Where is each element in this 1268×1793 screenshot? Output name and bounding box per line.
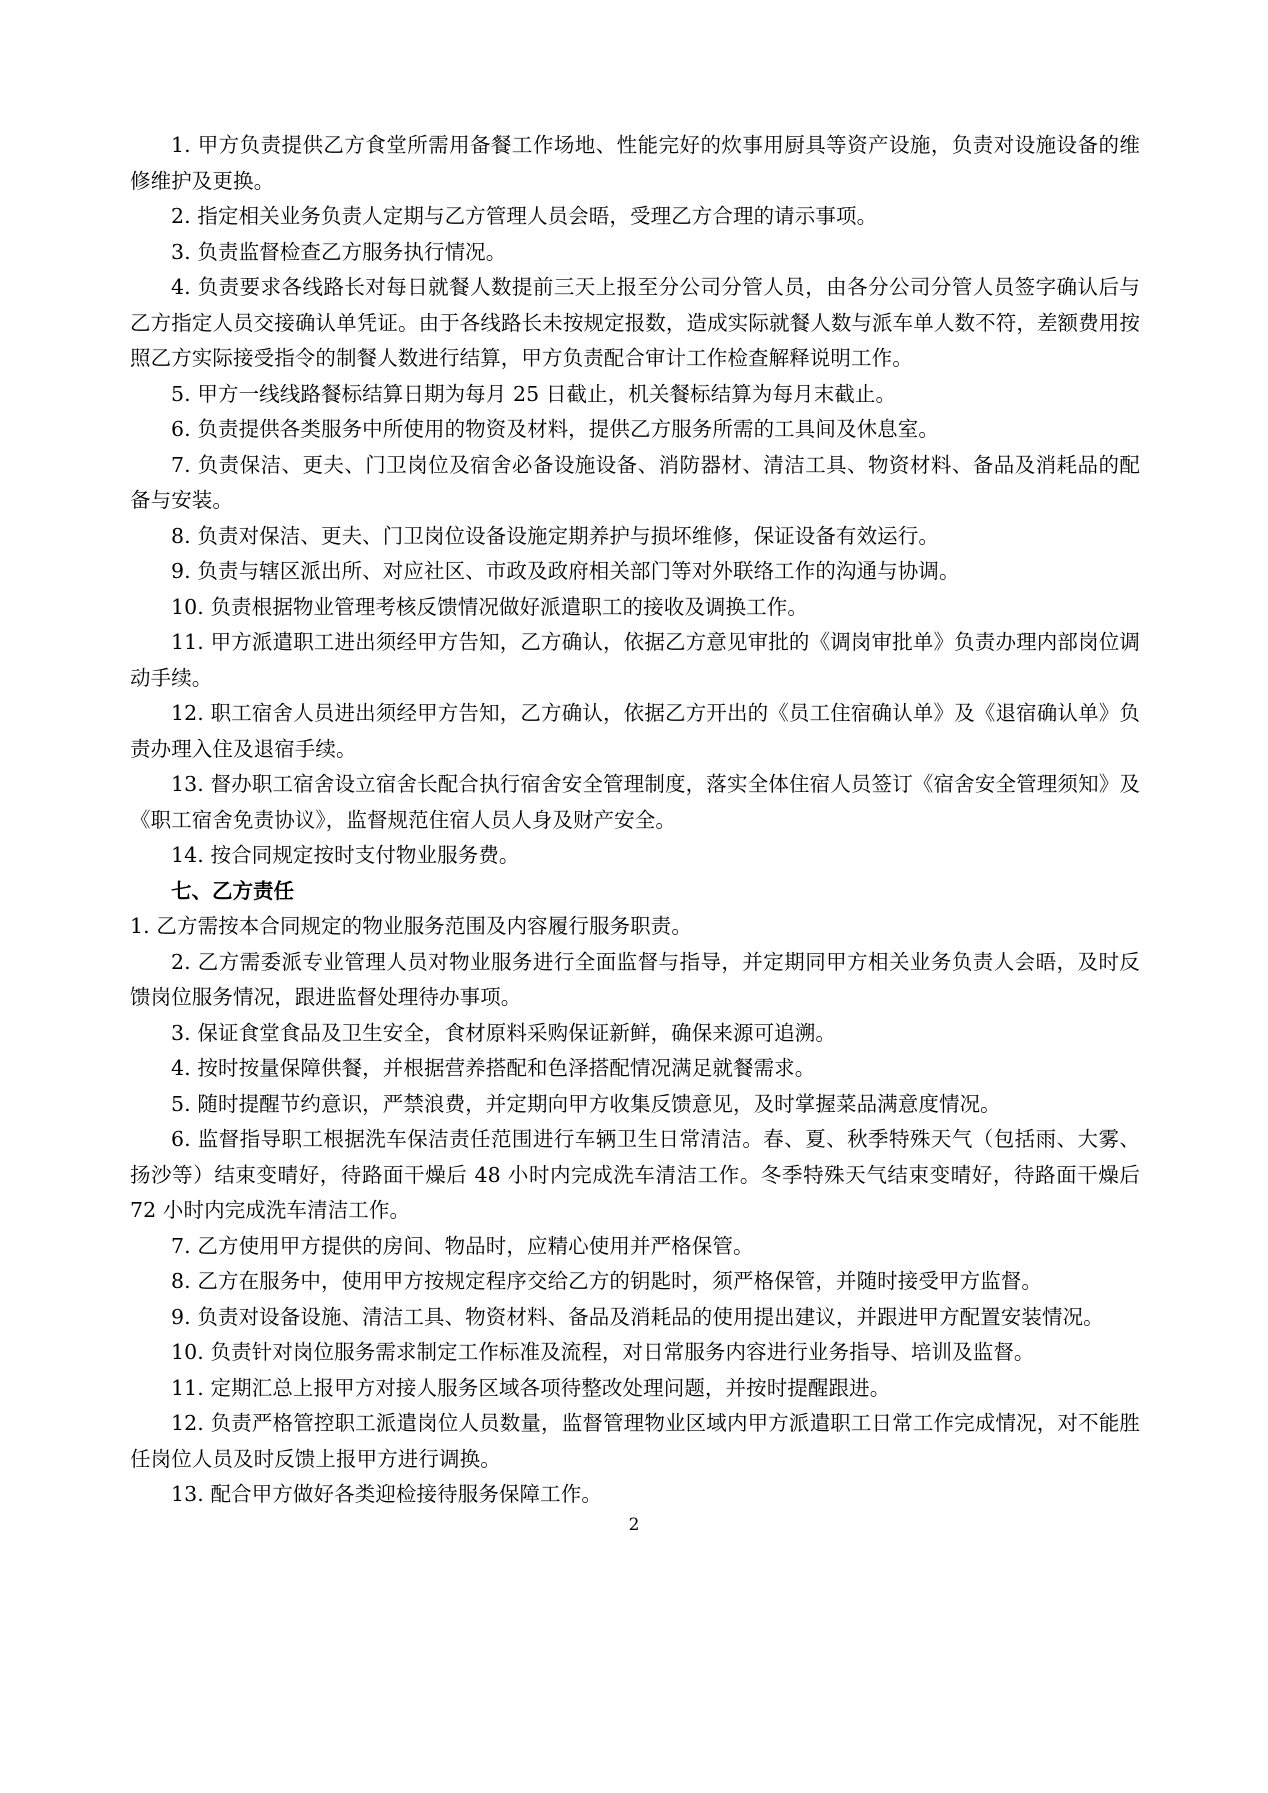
page-number: 2 (628, 1515, 640, 1535)
paragraph: 3. 保证食堂食品及卫生安全，食材原料采购保证新鲜，确保来源可追溯。 (171, 1020, 836, 1045)
paragraph: 7. 负责保洁、更夫、门卫岗位及宿舍必备设施设备、消防器材、清洁工具、物资材料、备品及消耗品的配备与安装。 (130, 452, 1140, 512)
paragraph: 8. 乙方在服务中，使用甲方按规定程序交给乙方的钥匙时，须严格保管，并随时接受甲方监督。 (171, 1269, 1042, 1293)
paragraph: 11. 定期汇总上报甲方对接人服务区域各项待整改处理问题，并按时提醒跟进。 (171, 1375, 891, 1400)
paragraph: 11. 甲方派遣职工进出须经甲方告知，乙方确认，依据乙方意见审批的《调岗审批单》负责办理内部岗位调动手续。 (130, 630, 1140, 690)
paragraph: 12. 负责严格管控职工派遣岗位人员数量，监督管理物业区域内甲方派遣职工日常工作完成情况，对不能胜任岗位人员及时反馈上报甲方进行调换。 (130, 1411, 1140, 1471)
paragraph: 13. 配合甲方做好各类迎检接待服务保障工作。 (171, 1482, 602, 1506)
paragraph: 1. 乙方需按本合同规定的物业服务范围及内容履行服务职责。 (130, 914, 692, 938)
paragraph: 2. 指定相关业务负责人定期与乙方管理人员会晤，受理乙方合理的请示事项。 (171, 204, 878, 228)
paragraph: 6. 负责提供各类服务中所使用的物资及材料，提供乙方服务所需的工具间及休息室。 (171, 417, 939, 441)
section-heading: 七、乙方责任 (171, 878, 294, 903)
paragraph: 8. 负责对保洁、更夫、门卫岗位设备设施定期养护与损坏维修，保证设备有效运行。 (171, 523, 939, 548)
paragraph: 9. 负责对设备设施、清洁工具、物资材料、备品及消耗品的使用提出建议，并跟进甲方配置安装情况。 (171, 1304, 1104, 1329)
paragraph: 5. 随时提醒节约意识，严禁浪费，并定期向甲方收集反馈意见，及时掌握菜品满意度情况。 (171, 1091, 1001, 1116)
paragraph: 2. 乙方需委派专业管理人员对物业服务进行全面监督与指导，并定期同甲方相关业务负责人会晤，及时反馈岗位服务情况，跟进监督处理待办事项。 (130, 949, 1140, 1009)
document-body (130, 128, 1140, 1513)
paragraph: 3. 负责监督检查乙方服务执行情况。 (171, 239, 507, 264)
paragraph: 4. 负责要求各线路长对每日就餐人数提前三天上报至分公司分管人员，由各分公司分管人员签字确认后与乙方指定人员交接确认单凭证。由于各线路长未按规定报数，造成实际就餐人数与派车单人数不符，差额费用按照乙方实际接受指令的制餐人数进行结算，甲方负责配合审计工作检查解释说明工作。 (130, 275, 1140, 370)
paragraph: 12. 职工宿舍人员进出须经甲方告知，乙方确认，依据乙方开出的《员工住宿确认单》及《退宿确认单》负责办理入住及退宿手续。 (130, 701, 1140, 761)
paragraph: 13. 督办职工宿舍设立宿舍长配合执行宿舍安全管理制度，落实全体住宿人员签订《宿舍安全管理须知》及《职工宿舍免责协议》，监督规范住宿人员人身及财产安全。 (130, 772, 1140, 832)
paragraph: 10. 负责针对岗位服务需求制定工作标准及流程，对日常服务内容进行业务指导、培训及监督。 (171, 1340, 1035, 1364)
paragraph: 6. 监督指导职工根据洗车保洁责任范围进行车辆卫生日常清洁。春、夏、秋季特殊天气（包括雨、大雾、扬沙等）结束变晴好，待路面干燥后 48 小时内完成洗车清洁工作。冬季特殊天气结束变晴好，待路面干燥后 72 小时内完成洗车清洁工作。 (130, 1127, 1140, 1222)
paragraph: 9. 负责与辖区派出所、对应社区、市政及政府相关部门等对外联络工作的沟通与协调。 (171, 559, 960, 583)
paragraph: 10. 负责根据物业管理考核反馈情况做好派遣职工的接收及调换工作。 (171, 594, 808, 619)
paragraph: 4. 按时按量保障供餐，并根据营养搭配和色泽搭配情况满足就餐需求。 (171, 1056, 816, 1080)
paragraph: 5. 甲方一线线路餐标结算日期为每月 25 日截止，机关餐标结算为每月末截止。 (171, 381, 897, 406)
paragraph: 14. 按合同规定按时支付物业服务费。 (171, 843, 520, 867)
paragraph: 7. 乙方使用甲方提供的房间、物品时，应精心使用并严格保管。 (171, 1233, 754, 1258)
paragraph: 1. 甲方负责提供乙方食堂所需用备餐工作场地、性能完好的炊事用厨具等资产设施，负责对设施设备的维修维护及更换。 (130, 133, 1140, 193)
